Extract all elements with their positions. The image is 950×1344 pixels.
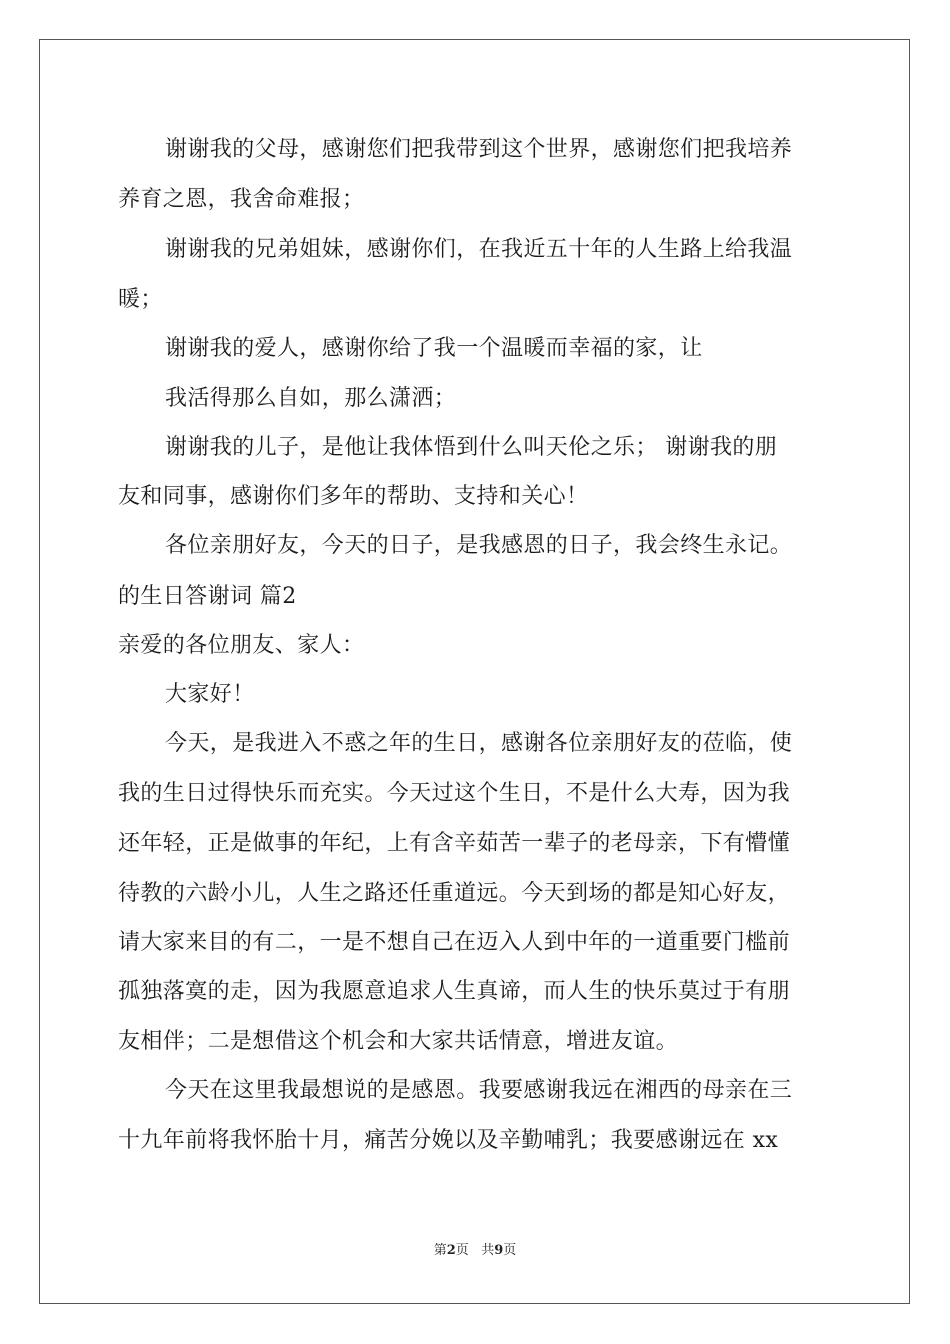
text-line: 谢谢我的父母，感谢您们把我带到这个世界，感谢您们把我培养	[165, 137, 793, 162]
text-line: 十九年前将我怀胎十月，痛苦分娩以及辛勤哺乳；我要感谢远在 xx	[118, 1128, 779, 1153]
text-line: 养育之恩，我舍命难报；	[118, 187, 365, 212]
text-line: 谢谢我的儿子，是他让我体悟到什么叫天伦之乐； 谢谢我的朋	[165, 435, 778, 460]
text-line: 暖；	[118, 287, 163, 312]
footer-page-prefix: 第	[433, 1243, 447, 1258]
page-footer	[0, 1242, 950, 1260]
text-line: 友相伴；二是想借这个机会和大家共话情意，增进友谊。	[118, 1029, 679, 1054]
footer-total-prefix: 共	[481, 1243, 495, 1258]
section-heading: 的生日答谢词 篇2	[118, 584, 297, 609]
text-line: 我活得那么自如，那么潇洒；	[165, 386, 457, 411]
text-line: 谢谢我的兄弟姐妹，感谢你们，在我近五十年的人生路上给我温	[165, 237, 793, 262]
greeting: 大家好！	[165, 682, 255, 707]
text-line: 孤独落寞的走，因为我愿意追求人生真谛，而人生的快乐莫过于有朋	[118, 979, 791, 1004]
text-line: 各位亲朋好友，今天的日子，是我感恩的日子，我会终生永记。	[165, 533, 793, 558]
footer-page-suffix: 页	[455, 1243, 469, 1258]
text-line: 还年轻，正是做事的年纪，上有含辛茹苦一辈子的老母亲，下有懵懂	[118, 831, 791, 856]
text-line: 今天，是我进入不惑之年的生日，感谢各位亲朋好友的莅临，使	[165, 731, 793, 756]
text-line: 今天在这里我最想说的是感恩。我要感谢我远在湘西的母亲在三	[165, 1078, 793, 1103]
footer-total-pages: 9	[494, 1243, 504, 1258]
page-border	[39, 39, 910, 1304]
footer-page-number: 2	[446, 1243, 456, 1258]
footer-total-suffix: 页	[503, 1243, 517, 1258]
text-line: 待教的六龄小儿，人生之路还任重道远。今天到场的都是知心好友，	[118, 881, 791, 906]
text-line: 请大家来目的有二，一是不想自己在迈入人到中年的一道重要门槛前	[118, 930, 791, 955]
text-line: 谢谢我的爱人，感谢你给了我一个温暖而幸福的家，让	[165, 336, 703, 361]
text-line: 友和同事，感谢你们多年的帮助、支持和关心！	[118, 484, 589, 509]
text-line: 我的生日过得快乐而充实。今天过这个生日，不是什么大寿，因为我	[118, 781, 791, 806]
salutation: 亲爱的各位朋友、家人：	[118, 633, 365, 658]
